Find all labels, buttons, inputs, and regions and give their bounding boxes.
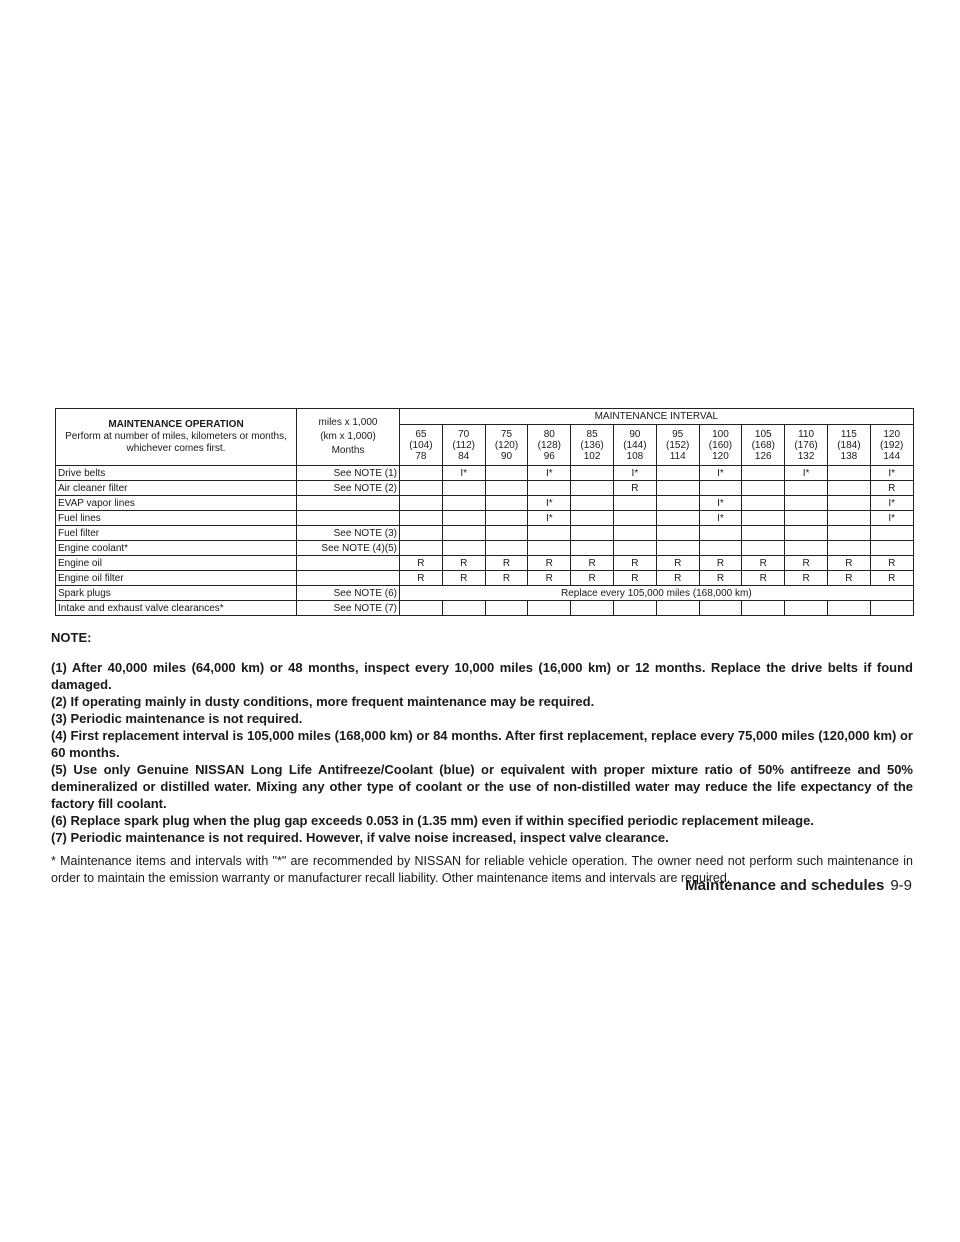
interval-value	[870, 526, 913, 541]
interval-value	[785, 511, 828, 526]
interval-span-text: Replace every 105,000 miles (168,000 km)	[400, 586, 914, 601]
interval-miles: 115	[840, 428, 857, 440]
interval-value	[528, 526, 571, 541]
interval-value	[485, 466, 528, 481]
interval-value	[656, 526, 699, 541]
interval-miles: 80	[543, 428, 555, 440]
interval-value: R	[400, 556, 443, 571]
interval-value	[870, 541, 913, 556]
interval-value	[571, 526, 614, 541]
item-name: Drive belts	[56, 466, 297, 481]
interval-cell	[656, 425, 699, 466]
note-item: (1) After 40,000 miles (64,000 km) or 48 months, inspect every 10,000 miles (16,000 km) or 12 months. Replace the drive belts if found damaged.	[51, 660, 913, 692]
interval-value: R	[827, 571, 870, 586]
interval-km: (168)	[751, 439, 775, 451]
interval-value: R	[870, 556, 913, 571]
interval-value	[442, 601, 485, 616]
interval-km: (136)	[580, 439, 604, 451]
interval-value	[613, 496, 656, 511]
interval-months: 102	[583, 450, 601, 462]
interval-value	[699, 526, 742, 541]
note-item: (7) Periodic maintenance is not required. However, if valve noise increased, inspect valve clearance.	[51, 830, 669, 845]
interval-cell	[827, 425, 870, 466]
interval-value	[656, 541, 699, 556]
interval-value: R	[785, 556, 828, 571]
item-note: See NOTE (7)	[297, 601, 400, 616]
operation-header-title: MAINTENANCE OPERATION	[108, 419, 244, 430]
note-item: (6) Replace spark plug when the plug gap exceeds 0.053 in (1.35 mm) even if within specified periodic replacement mileage.	[51, 813, 814, 828]
interval-value: I*	[785, 466, 828, 481]
interval-value	[870, 601, 913, 616]
interval-value	[656, 481, 699, 496]
interval-value: I*	[528, 496, 571, 511]
interval-value	[485, 601, 528, 616]
interval-value	[571, 541, 614, 556]
item-name: Fuel filter	[56, 526, 297, 541]
interval-value	[571, 601, 614, 616]
interval-value	[571, 466, 614, 481]
interval-value	[485, 541, 528, 556]
interval-value	[656, 601, 699, 616]
interval-km: (184)	[837, 439, 861, 451]
interval-miles: 75	[500, 428, 513, 440]
interval-cell	[870, 425, 913, 466]
interval-months: 96	[543, 450, 555, 462]
interval-value: R	[870, 571, 913, 586]
page-footer	[685, 877, 912, 894]
interval-value	[827, 481, 870, 496]
interval-cell	[442, 425, 485, 466]
interval-value: R	[571, 556, 614, 571]
interval-km: (104)	[409, 439, 433, 451]
interval-value	[400, 496, 443, 511]
interval-value	[699, 541, 742, 556]
interval-value: I*	[528, 466, 571, 481]
interval-value	[827, 601, 870, 616]
interval-cell	[528, 425, 571, 466]
table-header	[56, 409, 914, 466]
interval-value: R	[442, 571, 485, 586]
interval-value: I*	[528, 511, 571, 526]
interval-miles: 90	[629, 428, 641, 440]
interval-value: R	[870, 481, 913, 496]
interval-value	[400, 526, 443, 541]
interval-months: 120	[712, 450, 729, 462]
interval-km: (120)	[494, 439, 519, 451]
interval-value: R	[442, 556, 485, 571]
interval-value	[656, 466, 699, 481]
interval-value	[742, 541, 785, 556]
interval-value	[400, 481, 443, 496]
interval-miles: 85	[586, 428, 598, 440]
interval-value	[656, 511, 699, 526]
interval-value: I*	[442, 466, 485, 481]
interval-value	[613, 541, 656, 556]
interval-cell	[613, 425, 656, 466]
interval-value	[485, 481, 528, 496]
interval-months: 78	[415, 450, 427, 462]
interval-value	[656, 496, 699, 511]
interval-header-title: MAINTENANCE INTERVAL	[400, 409, 914, 425]
notes-heading: NOTE:	[51, 630, 92, 645]
interval-cell	[785, 425, 828, 466]
interval-value	[742, 496, 785, 511]
interval-months: 114	[669, 450, 686, 462]
notes-list	[51, 659, 913, 846]
interval-km: (112)	[452, 439, 475, 451]
units-months: Months	[331, 445, 365, 456]
interval-value	[699, 481, 742, 496]
interval-value	[400, 601, 443, 616]
interval-value: R	[656, 571, 699, 586]
interval-value	[442, 496, 485, 511]
table-row	[56, 541, 914, 556]
item-note: See NOTE (1)	[297, 466, 400, 481]
footnote: * Maintenance items and intervals with "*" are recommended by NISSAN for reliable vehicle operation. The owner need not perform such maintenance in order to maintain the emission warranty or manufacturer recall liability. Other maintenance items and intervals are required.	[51, 854, 913, 885]
interval-value	[400, 466, 443, 481]
interval-value	[571, 496, 614, 511]
interval-value: R	[400, 571, 443, 586]
item-note	[297, 571, 400, 586]
interval-value: R	[742, 571, 785, 586]
note-item: (4) First replacement interval is 105,000 miles (168,000 km) or 84 months. After first replacement, replace every 75,000 miles (120,000 km) or 60 months.	[51, 728, 913, 760]
item-note	[297, 511, 400, 526]
interval-value	[827, 496, 870, 511]
interval-value: I*	[699, 511, 742, 526]
schedule-table	[55, 408, 914, 616]
interval-cell	[699, 425, 742, 466]
interval-value: R	[485, 556, 528, 571]
item-name: Fuel lines	[56, 511, 297, 526]
interval-months: 84	[458, 450, 470, 462]
interval-value	[485, 496, 528, 511]
interval-cell	[485, 425, 528, 466]
interval-value: I*	[870, 496, 913, 511]
interval-value: R	[485, 571, 528, 586]
interval-value: I*	[613, 466, 656, 481]
interval-value	[400, 511, 443, 526]
interval-value	[528, 541, 571, 556]
item-name: EVAP vapor lines	[56, 496, 297, 511]
interval-value	[785, 481, 828, 496]
item-name: Engine oil filter	[56, 571, 297, 586]
interval-value: R	[742, 556, 785, 571]
interval-months: 108	[626, 450, 644, 462]
item-note	[297, 496, 400, 511]
interval-km: (192)	[880, 439, 904, 451]
maintenance-schedule-table	[55, 408, 913, 616]
note-item: (2) If operating mainly in dusty conditions, more frequent maintenance may be required.	[51, 694, 595, 709]
item-name: Intake and exhaust valve clearances*	[56, 601, 297, 616]
interval-value	[699, 601, 742, 616]
interval-value	[485, 526, 528, 541]
interval-cell	[571, 425, 614, 466]
interval-value	[742, 466, 785, 481]
interval-miles: 65	[415, 428, 427, 440]
page-number: 9-9	[890, 877, 912, 894]
interval-value: R	[571, 571, 614, 586]
interval-miles: 110	[798, 428, 815, 440]
interval-value: R	[613, 571, 656, 586]
interval-value: R	[613, 556, 656, 571]
interval-value	[400, 541, 443, 556]
table-row	[56, 511, 914, 526]
table-row	[56, 571, 914, 586]
table-row	[56, 466, 914, 481]
interval-value: I*	[870, 511, 913, 526]
interval-miles: 70	[458, 428, 470, 440]
interval-value: R	[785, 571, 828, 586]
interval-cell	[742, 425, 785, 466]
interval-value	[485, 511, 528, 526]
interval-months: 132	[797, 450, 815, 462]
interval-value	[613, 511, 656, 526]
item-name: Air cleaner filter	[56, 481, 297, 496]
interval-km: (144)	[623, 439, 647, 451]
interval-value: R	[528, 571, 571, 586]
units-header	[297, 409, 400, 466]
interval-value	[442, 526, 485, 541]
interval-value: I*	[870, 466, 913, 481]
units-miles: miles x 1,000	[318, 417, 378, 428]
interval-value	[742, 511, 785, 526]
operation-header-subtitle: Perform at number of miles, kilometers or months, whichever comes first.	[65, 431, 287, 454]
interval-value	[613, 601, 656, 616]
table-row	[56, 601, 914, 616]
interval-value	[827, 466, 870, 481]
interval-value: R	[613, 481, 656, 496]
interval-miles: 100	[712, 428, 729, 440]
interval-km: (160)	[708, 439, 733, 451]
item-note: See NOTE (6)	[297, 586, 400, 601]
interval-miles: 95	[672, 428, 684, 440]
item-name: Engine coolant*	[56, 541, 297, 556]
interval-value	[742, 481, 785, 496]
item-note: See NOTE (4)(5)	[297, 541, 400, 556]
interval-months: 138	[840, 450, 858, 462]
interval-value	[827, 526, 870, 541]
interval-km: (152)	[666, 439, 690, 451]
note-item: (5) Use only Genuine NISSAN Long Life Antifreeze/Coolant (blue) or equivalent with proper mixture ratio of 50% antifreeze and 50% demineralized or distilled water. Mixing any other type of coolant or the use of non-distilled water may reduce the life expectancy of the factory fill coolant.	[51, 762, 913, 811]
interval-value: I*	[699, 496, 742, 511]
interval-value	[785, 541, 828, 556]
table-body	[56, 466, 914, 616]
item-note	[297, 556, 400, 571]
interval-value	[571, 511, 614, 526]
interval-value	[442, 511, 485, 526]
interval-value	[785, 526, 828, 541]
interval-value	[827, 541, 870, 556]
table-row	[56, 481, 914, 496]
table-row	[56, 586, 914, 601]
interval-miles: 105	[754, 428, 772, 440]
interval-value	[442, 481, 485, 496]
table-row	[56, 556, 914, 571]
interval-value	[785, 601, 828, 616]
units-km: (km x 1,000)	[320, 431, 376, 442]
interval-months: 126	[754, 450, 772, 462]
interval-value	[785, 496, 828, 511]
item-note: See NOTE (2)	[297, 481, 400, 496]
item-note: See NOTE (3)	[297, 526, 400, 541]
notes-section	[51, 630, 913, 887]
interval-value: R	[699, 571, 742, 586]
interval-value	[742, 526, 785, 541]
item-name: Spark plugs	[56, 586, 297, 601]
interval-value	[442, 541, 485, 556]
note-item: (3) Periodic maintenance is not required.	[51, 711, 303, 726]
interval-miles: 120	[883, 428, 901, 440]
item-name: Engine oil	[56, 556, 297, 571]
interval-value	[528, 481, 571, 496]
interval-value: R	[699, 556, 742, 571]
interval-months: 144	[883, 450, 901, 462]
interval-value	[528, 601, 571, 616]
interval-cell	[400, 425, 443, 466]
interval-months: 90	[500, 450, 513, 462]
interval-value: R	[656, 556, 699, 571]
interval-value	[613, 526, 656, 541]
operation-header	[56, 409, 297, 466]
interval-km: (176)	[794, 439, 818, 451]
table-row	[56, 496, 914, 511]
interval-value	[742, 601, 785, 616]
interval-km: (128)	[537, 439, 561, 451]
table-row	[56, 526, 914, 541]
interval-value: R	[827, 556, 870, 571]
interval-value	[827, 511, 870, 526]
interval-value: R	[528, 556, 571, 571]
footer-section-name: Maintenance and schedules	[685, 877, 885, 894]
interval-value: I*	[699, 466, 742, 481]
interval-value	[571, 481, 614, 496]
